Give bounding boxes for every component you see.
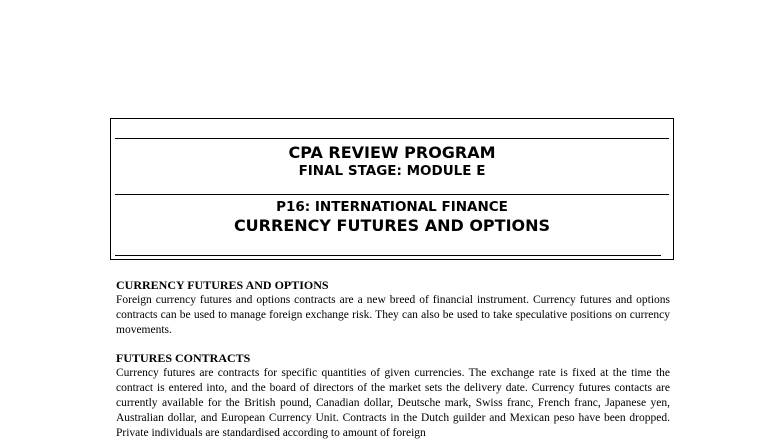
section-paragraph: Currency futures are contracts for specific quantities of given currencies. The exchange rate is fixed at the time the contract is entered into, and the board of directors of the market sets the delivery date. Currency futures contacts are currently available for the British pound, Canadian dollar, Deutsche mark, Swiss franc, French franc, Japanese yen, Australian dollar, and European Currency Unit. Contracts in the Dutch guilder and Mexican peso have been dropped. Private individuals are standardised according to amount of foreign: [116, 367, 670, 439]
section-paragraph: Foreign currency futures and options contracts are a new breed of financial instrument. Currency futures and options contracts can be used to manage foreign exchange risk. They can also be used to take speculative positions on currency movements.: [116, 294, 670, 336]
section-heading: FUTURES CONTRACTS: [116, 351, 251, 365]
topic-title: CURRENCY FUTURES AND OPTIONS: [233, 216, 551, 235]
section-futures-contracts: [116, 351, 670, 441]
title-rule-top: [115, 138, 669, 139]
stage-title: FINAL STAGE: MODULE E: [298, 163, 486, 179]
section-heading: CURRENCY FUTURES AND OPTIONS: [116, 278, 329, 292]
paper-title: P16: INTERNATIONAL FINANCE: [276, 199, 508, 215]
title-rule-middle: [115, 194, 669, 195]
title-rule-bottom: [115, 255, 661, 256]
title-box: [110, 118, 674, 260]
program-title: CPA REVIEW PROGRAM: [288, 143, 496, 162]
section-currency-futures-options: [116, 278, 670, 338]
